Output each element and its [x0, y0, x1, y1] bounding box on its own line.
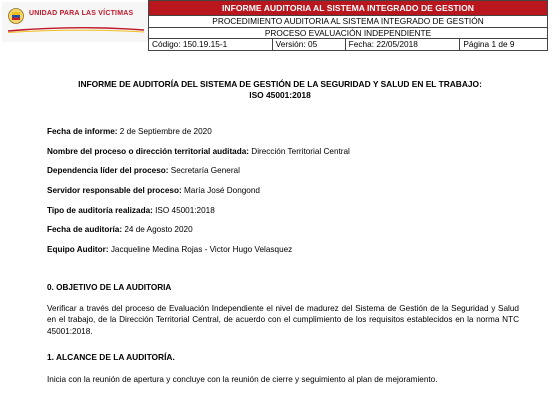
- field-value: 24 de Agosto 2020: [122, 225, 193, 235]
- field-value: 2 de Septiembre de 2020: [117, 127, 212, 136]
- section-objective-heading: 0. OBJETIVO DE LA AUDITORIA: [47, 283, 172, 292]
- coat-of-arms-icon: [8, 8, 24, 24]
- field-responsible: [47, 186, 350, 206]
- logo-swoosh-icon: [8, 27, 144, 33]
- header-banner: INFORME AUDITORIA AL SISTEMA INTEGRADO DE GESTION: [149, 1, 548, 16]
- field-value: Dirección Territorial Central: [249, 146, 350, 156]
- field-audit-team: [47, 245, 350, 265]
- field-lead-department: [47, 166, 350, 186]
- field-audited-process: [47, 147, 350, 167]
- field-label: Equipo Auditor:: [47, 245, 109, 255]
- document-date: Fecha: 22/05/2018: [345, 39, 460, 51]
- procedure-name: PROCEDIMIENTO AUDITORIA AL SISTEMA INTEGRADO DE GESTIÓN: [149, 16, 548, 28]
- field-value: Secretaría General: [168, 166, 240, 176]
- field-label: Tipo de auditoría realizada:: [47, 205, 153, 215]
- field-label: Dependencia líder del proceso:: [47, 166, 169, 176]
- page-number: Página 1 de 9: [460, 39, 548, 51]
- field-value: María José Dongond: [181, 186, 260, 196]
- field-report-date: [47, 127, 350, 147]
- report-fields: [47, 127, 350, 265]
- section-objective-text: Verificar a través del proceso de Evaluación Independiente el nivel de madurez del Sistema de Gestión de la Seguridad y Salud en el trabajo, de la Dirección Territorial Central, de acuerdo con el cumplimiento de los requisitos establecidos en la norma NTC 45001:2018.: [47, 304, 519, 336]
- document-version: Versión: 05: [272, 39, 345, 51]
- document-header: [0, 0, 560, 56]
- header-table: [148, 0, 548, 51]
- field-value: ISO 45001:2018: [152, 205, 215, 215]
- field-label: Nombre del proceso o dirección territorial auditada:: [47, 146, 250, 156]
- field-label: Fecha de auditoría:: [47, 225, 123, 235]
- report-title: [40, 79, 520, 101]
- report-title-line2: ISO 45001:2018: [249, 90, 311, 100]
- field-audit-type: [47, 206, 350, 226]
- logo-text: UNIDAD PARA LAS VÍCTIMAS: [29, 10, 134, 17]
- field-label: Servidor responsable del proceso:: [47, 186, 182, 196]
- field-value: Jacqueline Medina Rojas - Victor Hugo Velasquez: [108, 245, 293, 255]
- field-label: Fecha de informe:: [47, 127, 118, 136]
- process-name: PROCESO EVALUACIÓN INDEPENDIENTE: [149, 27, 548, 39]
- field-audit-date: [47, 225, 350, 245]
- logo: [2, 2, 148, 42]
- document-code: Código: 150.19.15-1: [149, 39, 273, 51]
- report-title-line1: INFORME DE AUDITORÍA DEL SISTEMA DE GESTIÓN DE LA SEGURIDAD Y SALUD EN EL TRABAJO:: [78, 79, 482, 89]
- section-scope-text: Inicia con la reunión de apertura y concluye con la reunión de cierre y seguimiento al plan de mejoramiento.: [47, 375, 438, 384]
- section-scope-heading: 1. ALCANCE DE LA AUDITORÍA.: [47, 352, 175, 362]
